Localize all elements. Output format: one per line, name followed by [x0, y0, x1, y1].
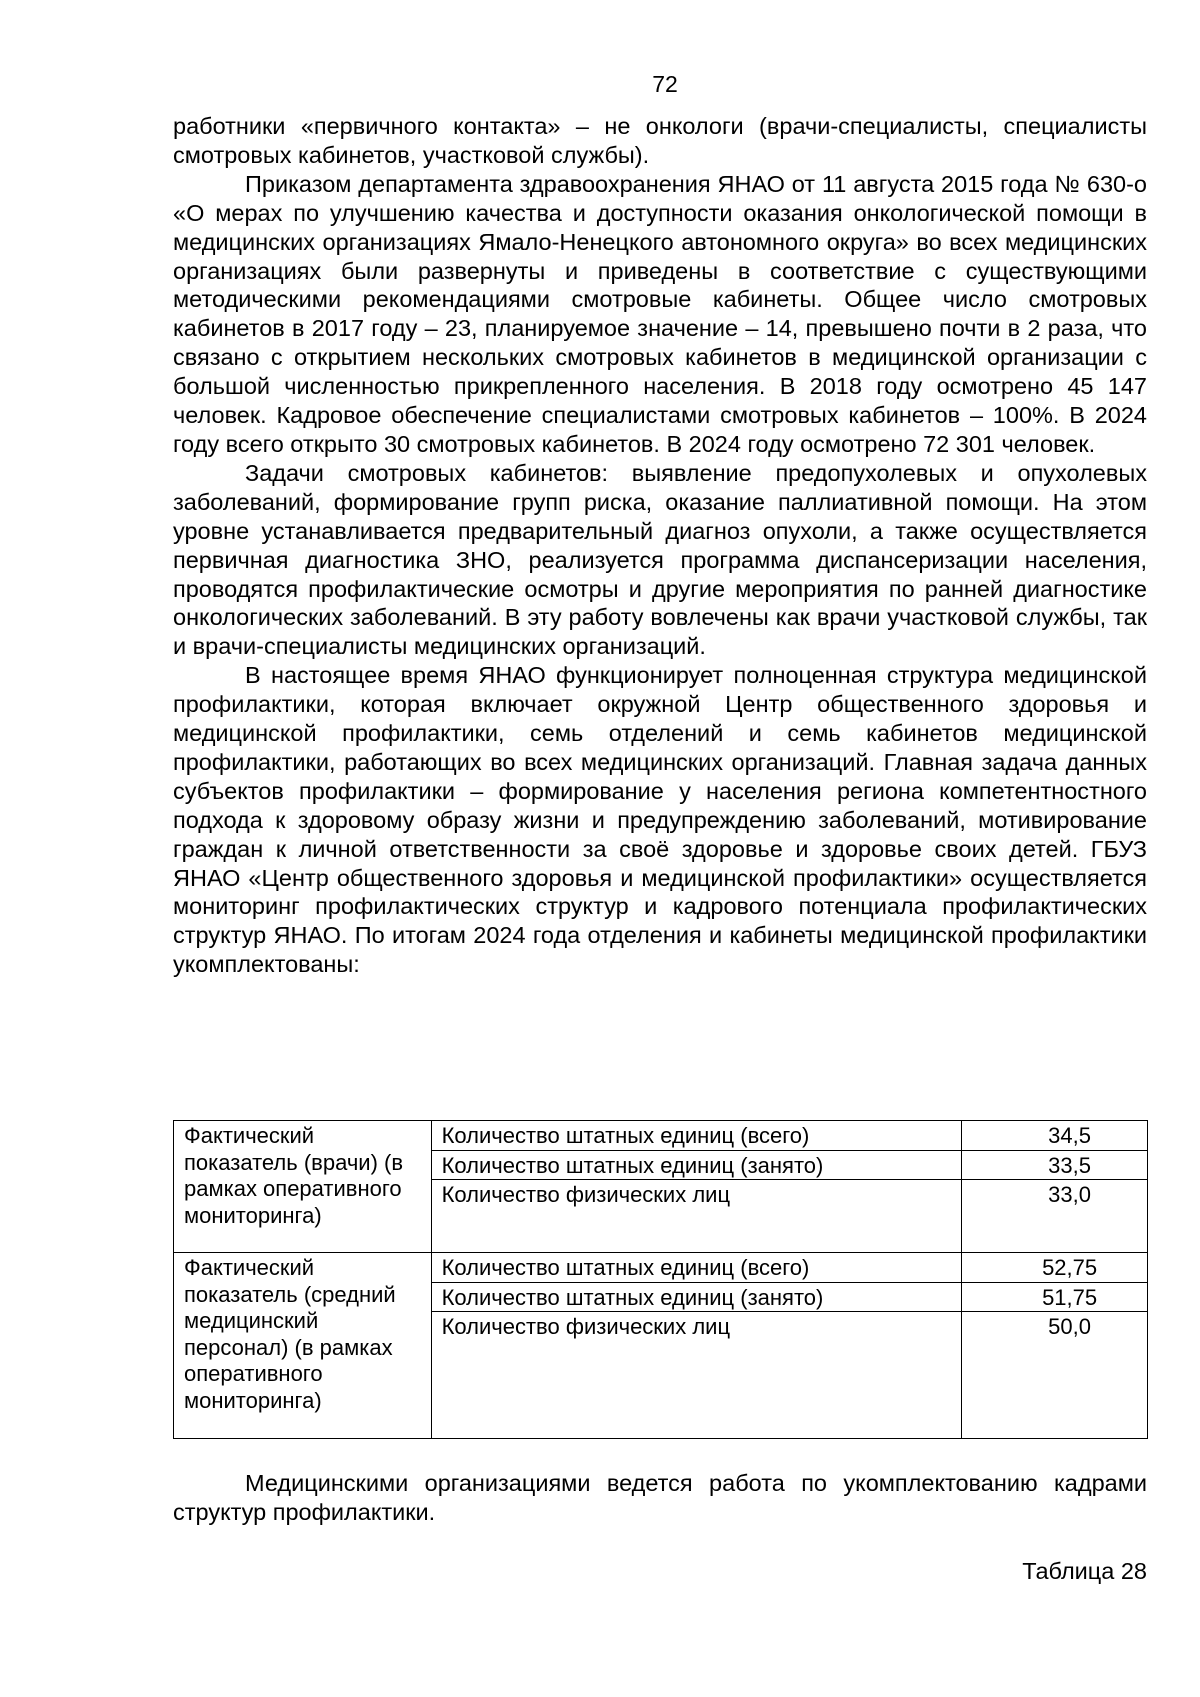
value-cell: 50,0 [962, 1312, 1148, 1439]
metric-cell: Количество физических лиц [431, 1312, 962, 1439]
paragraph: работники «первичного контакта» – не онкологи (врачи-специалисты, специалисты смотровых кабинетов, участковой службы). [173, 113, 1147, 168]
table-row [174, 1253, 1148, 1283]
metric-cell: Количество штатных единиц (всего) [431, 1253, 962, 1283]
page-number: 72 [652, 71, 678, 97]
metric-cell: Количество штатных единиц (занято) [431, 1282, 962, 1312]
table-row [174, 1121, 1148, 1151]
value-cell: 51,75 [962, 1282, 1148, 1312]
staffing-table [173, 1120, 1148, 1439]
group-label: Фактический показатель (врачи) (в рамках оперативного мониторинга) [174, 1121, 432, 1253]
paragraph: В настоящее время ЯНАО функционирует полноценная структура медицинской профилактики, которая включает окружной Центр общественного здоровья и медицинской профилактики, семь отделений и семь кабинетов медицинской профилактики, работающих во всех медицинских организаций. Главная задача данных субъектов профилактики – формирование у населения региона компетентностного подхода к здоровому образу жизни и предупреждению заболеваний, мотивирование граждан к личной ответственности за своё здоровье и здоровье своих детей. ГБУЗ ЯНАО «Центр общественного здоровья и медицинской профилактики» осуществляется мониторинг профилактических структур и кадрового потенциала профилактических структур ЯНАО. По итогам 2024 года отделения и кабинеты медицинской профилактики укомплектованы: [173, 662, 1147, 978]
value-cell: 33,5 [962, 1150, 1148, 1180]
closing-paragraph: Медицинскими организациями ведется работа по укомплектованию кадрами структур профилактики. [173, 1470, 1147, 1525]
table-caption: Таблица 28 [1022, 1558, 1147, 1584]
paragraph: Задачи смотровых кабинетов: выявление предопухолевых и опухолевых заболеваний, формирование групп риска, оказание паллиативной помощи. На этом уровне устанавливается предварительный диагноз опухоли, а также осуществляется первичная диагностика ЗНО, реализуется программа диспансеризации населения, проводятся профилактические осмотры и другие мероприятия по ранней диагностике онкологических заболеваний. В эту работу вовлечены как врачи участковой службы, так и врачи-специалисты медицинских организаций. [173, 459, 1147, 660]
value-cell: 52,75 [962, 1253, 1148, 1283]
body-text [173, 112, 1147, 979]
value-cell: 33,0 [962, 1180, 1148, 1253]
metric-cell: Количество штатных единиц (всего) [431, 1121, 962, 1151]
metric-cell: Количество штатных единиц (занято) [431, 1150, 962, 1180]
metric-cell: Количество физических лиц [431, 1180, 962, 1253]
value-cell: 34,5 [962, 1121, 1148, 1151]
group-label: Фактический показатель (средний медицинский персонал) (в рамках оперативного мониторинга) [174, 1253, 432, 1439]
paragraph: Приказом департамента здравоохранения ЯНАО от 11 августа 2015 года № 630-о «О мерах по улучшению качества и доступности оказания онкологической помощи в медицинских организациях Ямало-Ненецкого автономного округа» во всех медицинских организациях были развернуты и приведены в соответствие с существующими методическими рекомендациями смотровые кабинеты. Общее число смотровых кабинетов в 2017 году – 23, планируемое значение – 14, превышено почти в 2 раза, что связано с открытием нескольких смотровых кабинетов в медицинской организации с большой численностью прикрепленного населения. В 2018 году осмотрено 45 147 человек. Кадровое обеспечение специалистами смотровых кабинетов – 100%. В 2024 году всего открыто 30 смотровых кабинетов. В 2024 году осмотрено 72 301 человек. [173, 170, 1147, 457]
